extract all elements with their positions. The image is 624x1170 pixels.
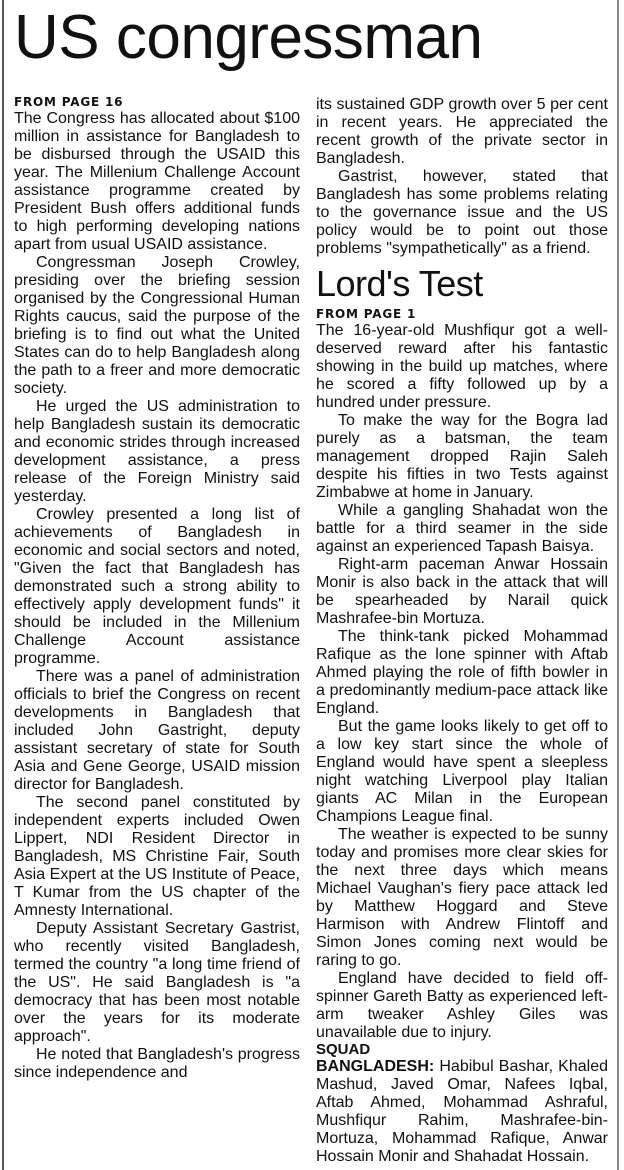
article-paragraph: The weather is expected to be sunny today and promises more clear skies for the next three days which means Michael Vaughan's fiery pace attack led by Matthew Hoggard and Steve Harmison with Andrew Flintoff and Simon Jones coming next would be raring to go. <box>316 826 608 969</box>
article-paragraph: He urged the US administration to help Bangladesh sustain its democratic and economic strides through increased development assistance, a press release of the Foreign Ministry said yesterday. <box>14 398 300 505</box>
article-paragraph: Right-arm paceman Anwar Hossain Monir is also back in the attack that will be spearheaded by Narail quick Mashrafee-bin Mortuza. <box>316 556 608 627</box>
article-paragraph: But the game looks likely to get off to a low key start since the whole of England would have spent a sleepless night watching Liverpool play Italian giants AC Milan in the European Champions League final. <box>316 718 608 825</box>
main-article-column <box>14 94 300 1082</box>
article-paragraph: He noted that Bangladesh's progress since independence and <box>14 1046 300 1081</box>
article-paragraph: The Congress has allocated about $100 million in assistance for Bangladesh to be disbursed through the USAID this year. The Millenium Challenge Account assistance programme created by President Bush offers additional funds to high performing developing nations apart from usual USAID assistance. <box>14 110 300 253</box>
article-paragraph: To make the way for the Bogra lad purely as a batsman, the team management dropped Rajin Saleh despite his fifties in two Tests against Zimbabwe at home in January. <box>316 412 608 501</box>
article-paragraph: England have decided to field off-spinner Gareth Batty as experienced left-arm tweaker Ashley Giles was unavailable due to injury. <box>316 970 608 1041</box>
page-ref-main: FROM PAGE 16 <box>14 95 124 109</box>
article-paragraph: There was a panel of administration officials to brief the Congress on recent developments in Bangladesh that included John Gastright, deputy assistant secretary of state for South Asia and Gene George, USAID mission director for Bangladesh. <box>14 668 300 793</box>
squad-team-name: BANGLADESH: <box>316 1058 435 1075</box>
headline-us-congressman: US congressman <box>14 3 483 72</box>
continuation-paragraph: its sustained GDP growth over 5 per cent in recent years. He appreciated the recent growth of the private sector in Bangladesh. <box>316 96 608 167</box>
right-column-rule <box>617 0 619 1170</box>
article-paragraph: Deputy Assistant Secretary Gastrist, who recently visited Bangladesh, termed the country "a long time friend of the US". He said Bangladesh is "a democracy that has been most notable over the years for its moderate approach". <box>14 920 300 1045</box>
squad-heading: SQUAD <box>316 1041 371 1058</box>
article-paragraph: The second panel constituted by independent experts included Owen Lippert, NDI Resident Director in Bangladesh, MS Christine Fair, South Asia Expert at the US Institute of Peace, T Kumar from the US chapter of the Amnesty International. <box>14 794 300 919</box>
continuation-paragraph: Gastrist, however, stated that Bangladesh has some problems relating to the governance issue and the US policy would be to point out those problems "sympathetically" as a friend. <box>316 168 608 257</box>
article-paragraph: The 16-year-old Mushfiqur got a well-deserved reward after his fantastic showing in the build up matches, where he scored a fifty followed up by a hundred under pressure. <box>316 322 608 411</box>
squad-list <box>316 1058 608 1166</box>
article-paragraph: The think-tank picked Mohammad Rafique as the lone spinner with Aftab Ahmed playing the role of fifth bowler in a predominantly medium-pace attack like England. <box>316 628 608 717</box>
squad-players: Habibul Bashar, Khaled Mashud, Javed Omar, Nafees Iqbal, Aftab Ahmed, Mohammad Ashraful, Mushfiqur Rahim, Mashrafee-bin-Mortuza, Mohammad Rafique, Anwar Hossain Monir and Shahadat Hossain. <box>316 1058 608 1165</box>
article-paragraph: Congressman Joseph Crowley, presiding over the briefing session organised by the Congressional Human Rights caucus, said the purpose of the briefing is to find out what the United States can do to help Bangladesh along the path to a freer and more democratic society. <box>14 254 300 397</box>
headline-lords-test: Lord's Test <box>316 263 483 304</box>
page-ref-second: FROM PAGE 1 <box>316 307 417 321</box>
right-column <box>316 96 608 1166</box>
article-paragraph: While a gangling Shahadat won the battle for a third seamer in the side against an experienced Tapash Baisya. <box>316 502 608 555</box>
article-paragraph: Crowley presented a long list of achievements of Bangladesh in economic and social sectors and noted, "Given the fact that Bangladesh has demonstrated such a strong ability to effectively apply development funds" it should be included in the Millenium Challenge Account assistance programme. <box>14 506 300 667</box>
left-column-rule <box>2 0 4 1170</box>
